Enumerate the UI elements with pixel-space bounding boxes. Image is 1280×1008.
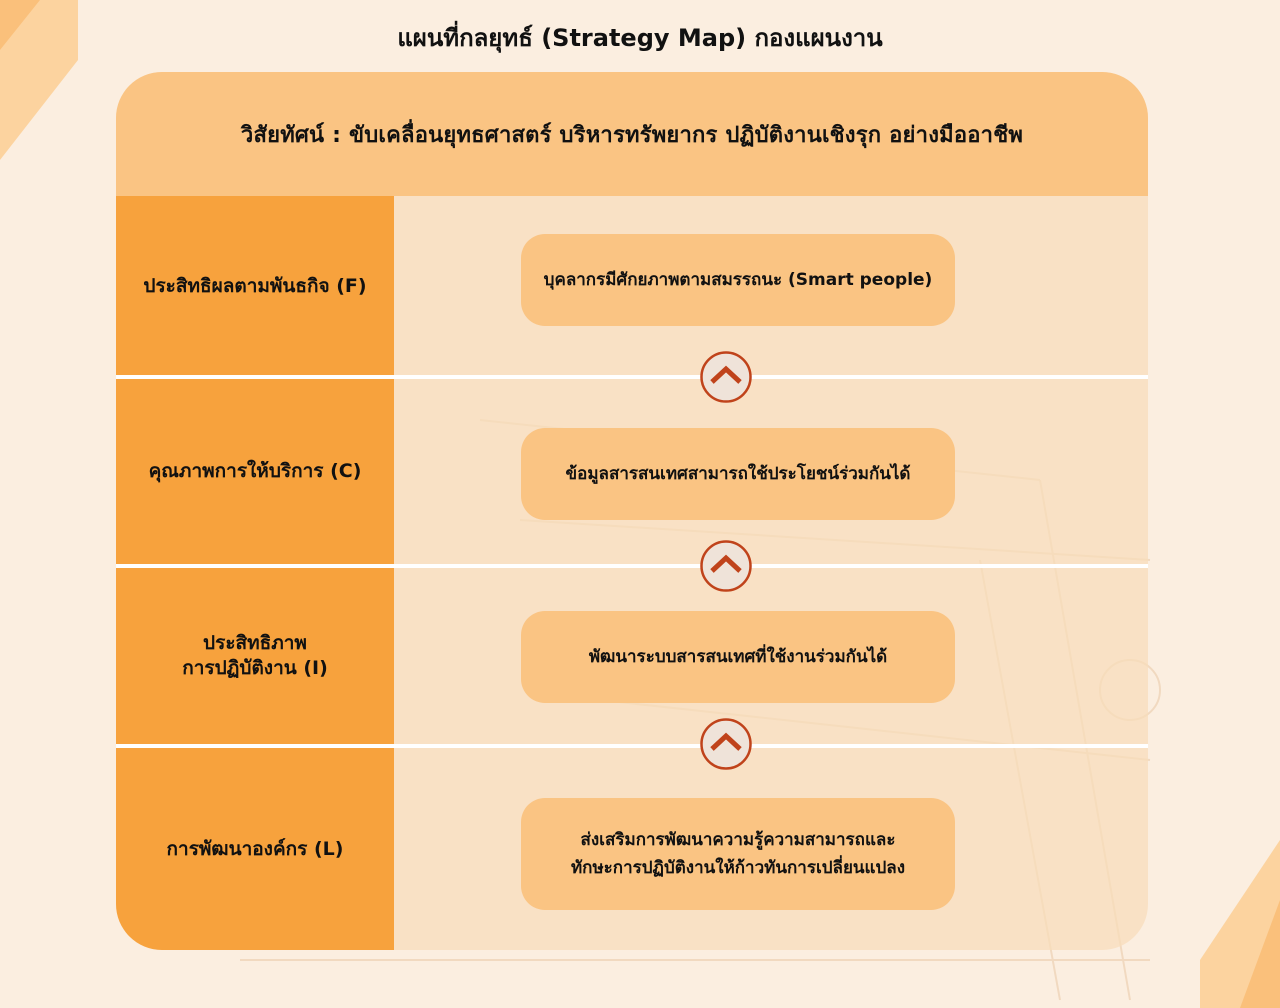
objective-shared-system: พัฒนาระบบสารสนเทศที่ใช้งานร่วมกันได้	[521, 611, 955, 703]
vision-statement: วิสัยทัศน์ : ขับเคลื่อนยุทธศาสตร์ บริหารทรัพยากร ปฏิบัติงานเชิงรุก อย่างมืออาชีพ	[240, 122, 1024, 148]
perspective-objective-area	[394, 568, 1148, 744]
perspective-label-learning: การพัฒนาองค์กร (L)	[116, 748, 394, 950]
chevron-up-icon	[700, 718, 752, 770]
page-title: แผนที่กลยุทธ์ (Strategy Map) กองแผนงาน	[397, 24, 883, 52]
perspective-row-learning	[116, 748, 1148, 950]
perspective-label-financial: ประสิทธิผลตามพันธกิจ (F)	[116, 196, 394, 376]
perspective-objective-area	[394, 748, 1148, 950]
objective-skill-development: ส่งเสริมการพัฒนาความรู้ความสามารถและ ทักษะการปฏิบัติงานให้ก้าวทันการเปลี่ยนแปลง	[521, 798, 955, 910]
vision-band	[116, 72, 1148, 196]
strategy-map	[116, 72, 1148, 950]
perspective-objective-area	[394, 379, 1148, 564]
perspective-row-internal	[116, 568, 1148, 744]
perspective-row-financial	[116, 196, 1148, 376]
perspective-label-internal: ประสิทธิภาพ การปฏิบัติงาน (I)	[116, 568, 394, 744]
objective-smart-people: บุคลากรมีศักยภาพตามสมรรถนะ (Smart people)	[521, 234, 955, 326]
perspective-objective-area	[394, 196, 1148, 376]
perspective-row-customer	[116, 379, 1148, 564]
chevron-up-icon	[700, 351, 752, 403]
chevron-up-icon	[700, 540, 752, 592]
perspective-label-customer: คุณภาพการให้บริการ (C)	[116, 379, 394, 564]
objective-shared-information: ข้อมูลสารสนเทศสามารถใช้ประโยชน์ร่วมกันได้	[521, 428, 955, 520]
